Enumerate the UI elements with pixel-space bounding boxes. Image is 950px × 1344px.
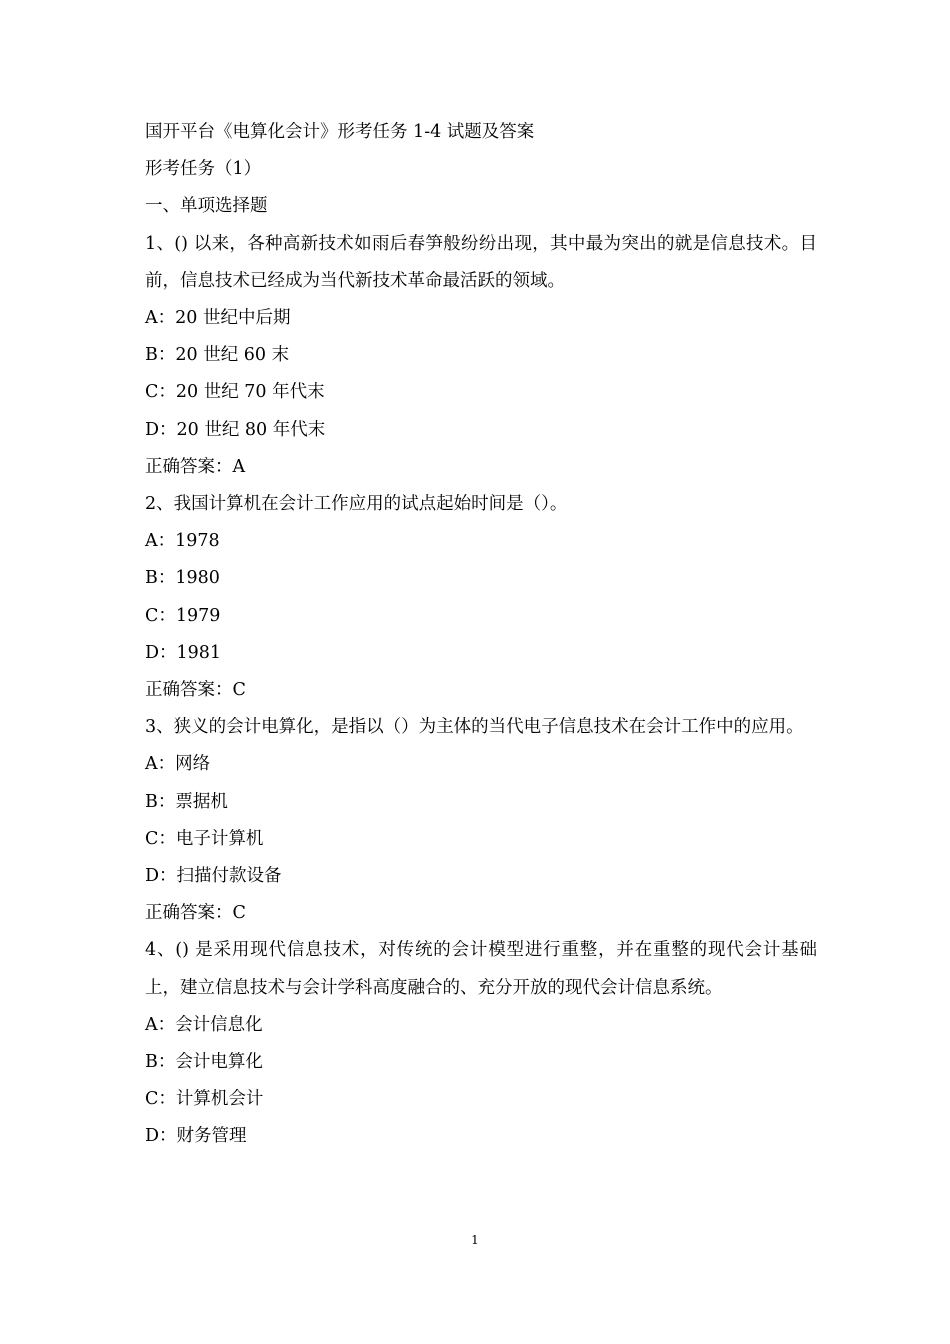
question-1-stem: 1、() 以来，各种高新技术如雨后春笋般纷纷出现，其中最为突出的就是信息技术。目前，信息技术已经成为当代新技术革命最活跃的领域。	[145, 233, 817, 291]
page-number: 1	[471, 1233, 479, 1247]
question-2-stem: 2、我国计算机在会计工作应用的试点起始时间是（）。	[145, 494, 568, 515]
question-4-option-c: C：计算机会计	[145, 1089, 264, 1110]
question-2-option-d: D：1981	[145, 642, 222, 663]
task-heading: 形考任务（1）	[145, 159, 262, 180]
question-3-option-c: C：电子计算机	[145, 828, 264, 849]
question-4-option-a: A：会计信息化	[145, 1014, 263, 1035]
question-3-stem: 3、狭义的会计电算化，是指以（）为主体的当代电子信息技术在会计工作中的应用。	[145, 717, 804, 738]
section-heading: 一、单项选择题	[145, 196, 268, 217]
question-2-answer: 正确答案：C	[145, 680, 246, 701]
question-1-option-c: C：20 世纪 70 年代末	[145, 382, 325, 403]
question-3-answer: 正确答案：C	[145, 903, 246, 924]
question-4-option-d: D：财务管理	[145, 1126, 247, 1147]
question-3-option-a: A：网络	[145, 754, 211, 775]
question-3-option-d: D：扫描付款设备	[145, 866, 282, 887]
question-2-option-c: C：1979	[145, 605, 221, 626]
question-1-option-a: A：20 世纪中后期	[145, 308, 291, 329]
question-1-option-b: B：20 世纪 60 末	[145, 345, 290, 366]
question-3-option-b: B：票据机	[145, 791, 228, 812]
question-1-option-d: D：20 世纪 80 年代末	[145, 419, 326, 440]
question-4-option-b: B：会计电算化	[145, 1052, 263, 1073]
question-4-stem: 4、() 是采用现代信息技术，对传统的会计模型进行重整，并在重整的现代会计基础上，建立信息技术与会计学科高度融合的、充分开放的现代会计信息系统。	[145, 940, 817, 998]
question-2-option-b: B：1980	[145, 568, 220, 589]
question-2-option-a: A：1978	[145, 531, 220, 552]
question-1-answer: 正确答案：A	[145, 456, 246, 477]
document-title: 国开平台《电算化会计》形考任务 1-4 试题及答案	[145, 122, 535, 142]
document-body	[145, 114, 817, 1156]
